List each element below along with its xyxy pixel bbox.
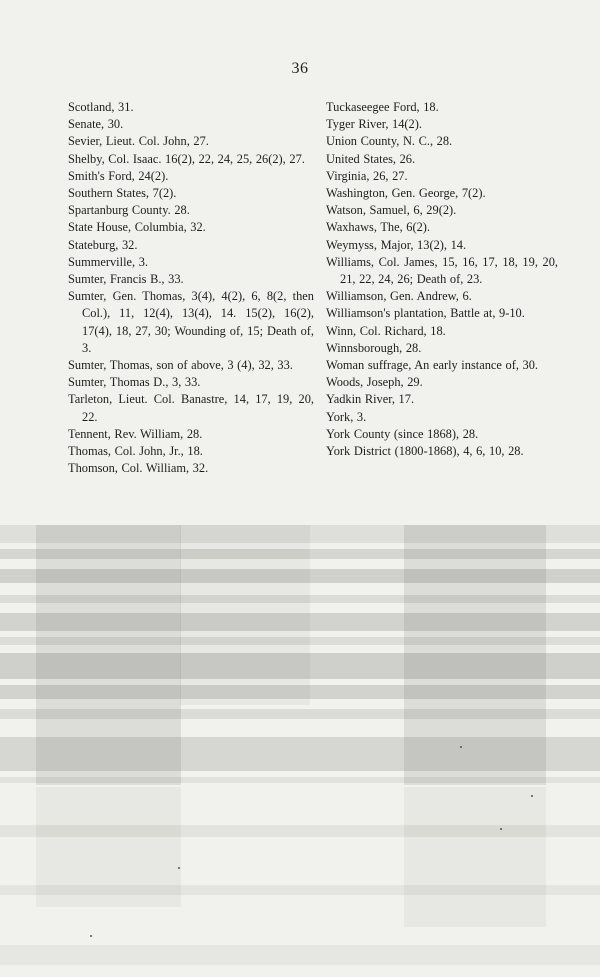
index-entry: Scotland, 31. (68, 100, 134, 114)
index-entry: Sumter, Thomas D., 3, 33. (68, 375, 201, 390)
scan-streak (0, 945, 600, 965)
index-entry: Sumter, Thomas, son of above, 3 (4), 32, 33. (68, 358, 293, 373)
index-entry: Watson, Samuel, 6, 29(2). (326, 203, 457, 218)
index-entry: Union County, N. C., 28. (326, 134, 453, 149)
index-entry: Williams, Col. James, 15, 16, 17, 18, 19, 20, 21, 22, 24, 26; Death of, 23. (326, 254, 558, 287)
index-column-left (68, 99, 314, 477)
index-entry: Winn, Col. Richard, 18. (326, 323, 446, 338)
scan-speck (531, 795, 533, 797)
index-entry: Tennent, Rev. William, 28. (68, 426, 203, 441)
scan-noise-block (36, 787, 181, 907)
index-entry: Thomson, Col. William, 32. (68, 461, 209, 476)
index-entry: Woman suffrage, An early instance of, 30. (326, 358, 539, 373)
index-entry: Tarleton, Lieut. Col. Banastre, 14, 17, 19, 20, 22. (68, 392, 314, 424)
index-entry: York County (since 1868), 28. (326, 426, 479, 441)
index-entry: Williamson, Gen. Andrew, 6. (326, 289, 472, 304)
index-entry: Sevier, Lieut. Col. John, 27. (68, 134, 209, 149)
index-entry: Woods, Joseph, 29. (326, 375, 423, 390)
scan-noise-block (404, 525, 546, 785)
index-entry: Shelby, Col. Isaac. 16(2), 22, 24, 25, 26(2), 27. (68, 151, 305, 166)
scan-noise-block (404, 787, 546, 927)
index-entry: State House, Columbia, 32. (68, 220, 206, 235)
index-entry: Virginia, 26, 27. (326, 168, 408, 183)
index-entry: York, 3. (326, 409, 367, 424)
scan-noise-block (36, 525, 181, 785)
index-entry: Spartanburg County. 28. (68, 203, 190, 218)
index-entry: Thomas, Col. John, Jr., 18. (68, 444, 203, 459)
index-entry: Southern States, 7(2). (68, 186, 177, 201)
index-entry: Sumter, Gen. Thomas, 3(4), 4(2), 6, 8(2, then Col.), 11, 12(4), 13(4), 14. 15(2), 16(2), 17(4), 18, 27, 30; Wounding of, 15; Death of, 3. (68, 289, 314, 355)
index-entry: Waxhaws, The, 6(2). (326, 220, 431, 235)
index-entry: United States, 26. (326, 151, 416, 166)
index-entry: Williamson's plantation, Battle at, 9-10. (326, 306, 525, 321)
index-entry: Smith's Ford, 24(2). (68, 168, 169, 183)
index-entry: Sumter, Francis B., 33. (68, 272, 184, 287)
index-entry: Weymyss, Major, 13(2), 14. (326, 237, 467, 252)
scan-speck (178, 867, 180, 869)
index-entry: York District (1800-1868), 4, 6, 10, 28. (326, 444, 524, 459)
scan-speck (90, 935, 92, 937)
index-entry: Senate, 30. (68, 117, 124, 132)
index-column-right (326, 99, 558, 460)
index-entry: Winnsborough, 28. (326, 340, 422, 355)
index-entry: Tuckaseegee Ford, 18. (326, 100, 439, 114)
scan-speck (500, 828, 502, 830)
index-entry: Stateburg, 32. (68, 237, 138, 252)
scan-artifact-region (0, 525, 600, 977)
index-entry: Yadkin River, 17. (326, 392, 415, 407)
index-entry: Summerville, 3. (68, 254, 148, 269)
scan-speck (460, 746, 462, 748)
index-entry: Washington, Gen. George, 7(2). (326, 186, 486, 201)
page-number: 36 (291, 60, 309, 77)
scan-noise-block (180, 525, 310, 705)
index-entry: Tyger River, 14(2). (326, 117, 422, 132)
